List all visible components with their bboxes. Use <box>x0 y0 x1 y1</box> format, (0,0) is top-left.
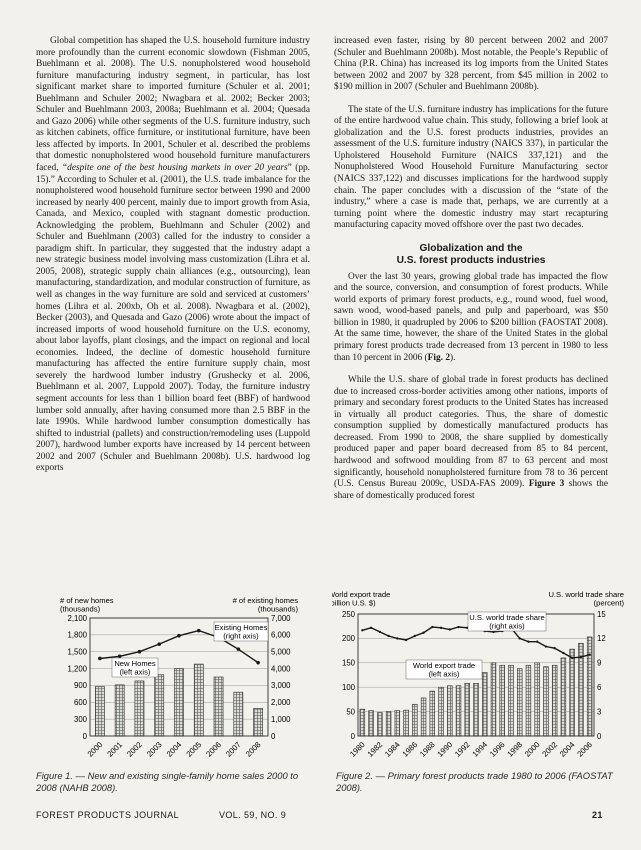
bar-2003 <box>561 658 566 736</box>
line-point-2002 <box>553 647 555 649</box>
left-tick-label: 200 <box>341 634 355 644</box>
right-tick-label: 0 <box>597 731 602 741</box>
right-tick-label: 2,000 <box>271 698 291 708</box>
x-tick-label: 1988 <box>418 740 437 759</box>
figure-2-svg <box>332 588 624 760</box>
line-point-1985 <box>405 639 407 641</box>
figure-reference: Fig. 2 <box>427 352 450 363</box>
series-label-sub: (right axis) <box>223 631 259 641</box>
left-tick-label: 2,100 <box>67 613 87 623</box>
left-axis-unit: (billion U.S. $) <box>332 598 376 608</box>
bar-1986 <box>412 704 417 736</box>
right-tick-label: 0 <box>271 731 276 741</box>
line-point-1983 <box>387 635 389 637</box>
left-tick-label: 1,500 <box>67 647 87 657</box>
figure-reference: Figure 3 <box>528 479 565 490</box>
line-point-2000 <box>536 640 538 642</box>
line-point-2007 <box>237 647 241 651</box>
left-tick-label: 100 <box>341 683 355 692</box>
line-point-1986 <box>414 635 416 637</box>
section-heading: Globalization and the U.S. forest products industries <box>396 242 546 267</box>
bar-1995 <box>491 663 496 736</box>
x-tick-label: 2001 <box>105 740 125 759</box>
line-point-1980 <box>361 629 363 631</box>
left-text-column <box>36 36 310 475</box>
x-tick-label: 1992 <box>453 740 472 759</box>
bar-2006 <box>214 677 223 736</box>
bar-1996 <box>500 665 505 736</box>
x-tick-label: 2002 <box>540 740 560 759</box>
bar-1989 <box>439 687 444 736</box>
bar-2001 <box>544 667 549 736</box>
bar-1994 <box>482 673 487 736</box>
series-label-sub: (right axis) <box>489 621 525 631</box>
x-tick-label: 1996 <box>487 740 507 759</box>
line-point-1999 <box>527 640 529 642</box>
line-point-2001 <box>545 645 547 647</box>
bar-1999 <box>526 665 531 736</box>
figure-1-svg <box>28 594 320 766</box>
left-axis-title: # of new homes <box>60 596 114 605</box>
series-label-sub: (left axis) <box>428 669 460 679</box>
line-point-2004 <box>177 634 181 638</box>
line-point-2004 <box>571 657 573 659</box>
line-point-1984 <box>396 637 398 639</box>
line-point-2005 <box>580 656 582 658</box>
x-tick-label: 2008 <box>243 740 263 759</box>
line-point-1998 <box>519 637 521 639</box>
bar-1992 <box>465 683 470 736</box>
right-tick-label: 4,000 <box>271 664 291 674</box>
bar-1998 <box>517 669 522 736</box>
bar-2008 <box>254 708 263 736</box>
right-text-column <box>334 36 608 502</box>
x-tick-label: 2000 <box>522 740 542 759</box>
bar-2001 <box>115 685 124 736</box>
bar-1988 <box>430 691 435 736</box>
bar-2000 <box>95 687 104 736</box>
bar-2004 <box>570 649 575 736</box>
series-label: Existing Homes <box>214 623 268 632</box>
x-tick-label: 1982 <box>365 740 385 759</box>
paragraph-continuation: increased even faster, rising by 80 percent between 2002 and 2007 (Schuler and Buehlmann 2008b). Most notable, the People’s Republic of China (P.R. China) has increased its log imports from the United States between 2002 and 2007 by 328 percent, from $45 million in 2002 to $190 million in 2007 (Schuler and Buehlmann 2008b). <box>334 36 608 93</box>
left-tick-label: 150 <box>341 658 355 668</box>
bar-1981 <box>369 711 374 736</box>
bar-1990 <box>447 686 452 736</box>
bar-2006 <box>587 637 592 736</box>
left-tick-label: 0 <box>82 731 87 741</box>
line-point-2002 <box>138 650 142 654</box>
footer-page-number: 21 <box>592 810 603 820</box>
line-point-2006 <box>588 653 590 655</box>
right-tick-label: 15 <box>597 609 606 619</box>
figure-1-home-sales-chart <box>28 594 320 766</box>
right-tick-label: 3,000 <box>271 681 291 691</box>
x-tick-label: 2006 <box>575 740 595 759</box>
bar-1984 <box>395 711 400 736</box>
footer-journal-name: FOREST PRODUCTS JOURNAL <box>36 810 180 820</box>
left-tick-label: 600 <box>73 698 87 708</box>
x-tick-label: 2006 <box>204 740 223 759</box>
left-tick-label: 50 <box>346 707 355 717</box>
line-point-1987 <box>422 632 424 634</box>
x-tick-label: 2004 <box>557 740 577 759</box>
x-tick-label: 1994 <box>470 740 490 759</box>
bar-1993 <box>474 683 479 736</box>
figure-1-caption: Figure 1. — New and existing single-family home sales 2000 to 2008 (NAHB 2008). <box>36 770 299 793</box>
series-label: World export trade <box>412 661 476 670</box>
x-tick-label: 2004 <box>164 740 184 759</box>
left-tick-label: 300 <box>73 714 87 724</box>
left-axis-title: World export trade <box>332 590 391 599</box>
paragraph-state-of-industry: The state of the U.S. furniture industry has implications for the future of the entire hardwood value chain. This study, following a brief look at globalization and the U.S. forest products industries, provides an assessment of the U.S. furniture industry (NAICS 337), in particular the Upholstered Household Furniture (NAICS 337,121) and the Nonupholstered Wood Household Furniture Manufacturing sector (NAICS 337,122) and discusses implications for the hardwood supply chain. The paper concludes with a discussion of the “state of the industry,” where a case is made that, perhaps, we are currently at a turning point where the domestic industry may start recapturing manufacturing capacity moved offshore over the past two decades. <box>334 104 608 231</box>
right-axis-unit: (thousands) <box>257 604 298 614</box>
x-tick-label: 1998 <box>505 740 525 759</box>
right-tick-label: 5,000 <box>271 647 291 657</box>
line-point-2001 <box>118 654 122 658</box>
x-tick-label: 2005 <box>184 740 204 759</box>
left-tick-label: 900 <box>73 681 87 691</box>
x-tick-label: 1986 <box>400 740 420 759</box>
line-point-2000 <box>98 657 102 661</box>
line-point-1991 <box>457 626 459 628</box>
left-tick-label: 250 <box>341 609 355 619</box>
bar-1983 <box>386 712 391 736</box>
line-point-1981 <box>370 627 372 629</box>
footer-volume: VOL. 59, NO. 9 <box>219 810 287 820</box>
line-point-1982 <box>379 631 381 633</box>
bar-2002 <box>552 665 557 736</box>
left-tick-label: 0 <box>350 731 355 741</box>
right-axis-title: # of existing homes <box>232 596 298 605</box>
line-point-2003 <box>157 642 161 646</box>
series-label: U.S. world trade share <box>469 613 545 622</box>
figure-2-caption: Figure 2. — Primary forest products trade 1980 to 2006 (FAOSTAT 2008). <box>336 770 613 793</box>
x-tick-label: 2003 <box>144 740 164 759</box>
figure-2-forest-trade-chart <box>332 588 624 760</box>
left-tick-label: 1,200 <box>67 664 87 674</box>
x-tick-label: 2002 <box>125 740 144 759</box>
right-axis-title: U.S. world trade share <box>548 590 624 599</box>
bar-1982 <box>377 713 382 736</box>
bar-1991 <box>456 686 461 736</box>
line-point-1988 <box>431 626 433 628</box>
bar-1987 <box>421 698 426 736</box>
line-point-2003 <box>562 652 564 654</box>
line-point-2008 <box>256 661 260 665</box>
paragraph-global-trade: Over the last 30 years, growing global trade has impacted the flow and the source, conversion, and consumption of forest products. While world exports of primary forest products, e.g., round wood, fuel wood, sawn wood, wood-based panels, and pulp and paperboard, was $50 billion in 1980, it quadrupled by 2006 to $200 billion (FAOSTAT 2008). At the same time, however, the share of the United States in the global primary forest products trade decreased from 13 percent in 1980 to less than 10 percent in 2006 (Fig. 2). <box>334 271 608 363</box>
right-tick-label: 3 <box>597 707 602 717</box>
bar-1997 <box>509 665 514 736</box>
series-label: New Homes <box>114 659 156 668</box>
right-tick-label: 7,000 <box>271 613 291 623</box>
bar-2005 <box>194 664 203 736</box>
right-tick-label: 6,000 <box>271 630 291 640</box>
line-point-1990 <box>449 628 451 630</box>
x-tick-label: 1984 <box>383 740 402 759</box>
x-tick-label: 1990 <box>435 740 455 759</box>
bar-2007 <box>234 692 243 736</box>
paragraph-global-competition: Global competition has shaped the U.S. household furniture industry more profoundly than the current economic slowdown (Fishman 2005, Buehlmann et al. 2008). The U.S. nonupholstered wood household furniture manufacturing industry segment, in particular, has lost significant market share to imported furniture (Schuler et al. 2001; Buehlmann and Schuler 2002; Nwagbara et al. 2002; Becker 2003; Schuler and Buehlmann 2003, 2008a; Buehlmann et al. 2004; Quesada and Gazo 2006) while other segments of the U.S. furniture industry, such as kitchen cabinets, office furniture, or institutional furniture, have been less affected by imports. In 2001, Schuler et al. described the problems that domestic nonupholstered wood household furniture manufacturers faced, “despite one of the best housing markets in over 20 years” (pp. 15).” According to Schuler et al. (2001), the U.S. trade imbalance for the nonupholstered wood household furniture sector between 1990 and 2000 increased by nearly 400 percent, mainly due to import growth from Asia, Canada, and Mexico, coupled with stagnant domestic production. Acknowledging the problem, Buehlmann and Schuler (2002) and Schuler and Buehlmann (2003) called for the industry to consider a paradigm shift. In particular, they suggested that the industry adapt a new strategic business model involving mass customization (Lihra et al. 2005, 2008), strategic supply chain alliances (e.g., outsourcing), lean manufacturing, standardization, and modular construction of furniture, as well as changes in the way furniture are sold and serviced at customers’ homes (Lihra et al. 200xb, Oh et al. 2008). Nwagbara et al. (2002), Becker (2003), and Quesada and Gazo (2006) wrote about the impact of increased imports of wood household furniture on the U.S. economy, about labor layoffs, plant closings, and the impact on regional and local economies. Indeed, the decline of domestic household furniture manufacturing has affected the entire furniture supply chain, most severely the hardwood lumber industry (Grushecky et al. 2006, Buehlmann et al. 2007, Luppold 2007). Today, the furniture industry segment accounts for less than 1 billion board feet (BBF) of hardwood lumber sold annually, after having consumed more than 2.5 BBF in the late 1990s. While hardwood lumber consumption domestically has shifted to industrial (pallets) and construction/remodeling uses (Luppold 2007), hardwood lumber exports have increased by 14 percent between 2002 and 2007 (Schuler and Buehlmann 2008b). U.S. hardwood log exports <box>36 36 310 474</box>
paragraph-us-share: While the U.S. share of global trade in forest products has declined due to increased cross-border activities among other nations, imports of primary and secondary forest products to the United States has increased in virtually all product categories. Thus, the share of domestic consumption supplied by domestically manufactured products has decreased. From 1990 to 2008, the share supplied by domestically produced paper and paper board decreased from 85 to 84 percent, hardwood and softwood moulding from 87 to 63 percent and most significantly, household nonupholstered furniture from 78 to 36 percent (U.S. Census Bureau 2009c, USDA-FAS 2009). Figure 3 shows the share of domestically produced forest <box>334 375 608 501</box>
line-point-1989 <box>440 627 442 629</box>
x-tick-label: 1980 <box>348 740 367 759</box>
line-point-2005 <box>197 629 201 633</box>
bar-2004 <box>174 669 183 736</box>
bar-1980 <box>360 709 365 736</box>
x-tick-label: 2000 <box>85 740 105 759</box>
left-tick-label: 1,800 <box>67 630 87 640</box>
right-tick-label: 9 <box>597 658 602 668</box>
bar-2002 <box>135 681 144 736</box>
x-tick-label: 2007 <box>224 740 243 759</box>
right-axis-unit: (percent) <box>593 598 624 608</box>
series-label-sub: (left axis) <box>119 667 151 677</box>
right-tick-label: 1,000 <box>271 714 291 724</box>
line-series <box>362 627 589 658</box>
right-tick-label: 6 <box>597 683 602 692</box>
bar-1985 <box>404 710 409 736</box>
quote-text: “despite one of the best housing markets in over 20 years <box>61 163 288 174</box>
right-tick-label: 12 <box>597 634 606 644</box>
left-axis-unit: (thousands) <box>60 604 101 614</box>
bar-2003 <box>155 675 164 736</box>
bar-2000 <box>535 663 540 736</box>
